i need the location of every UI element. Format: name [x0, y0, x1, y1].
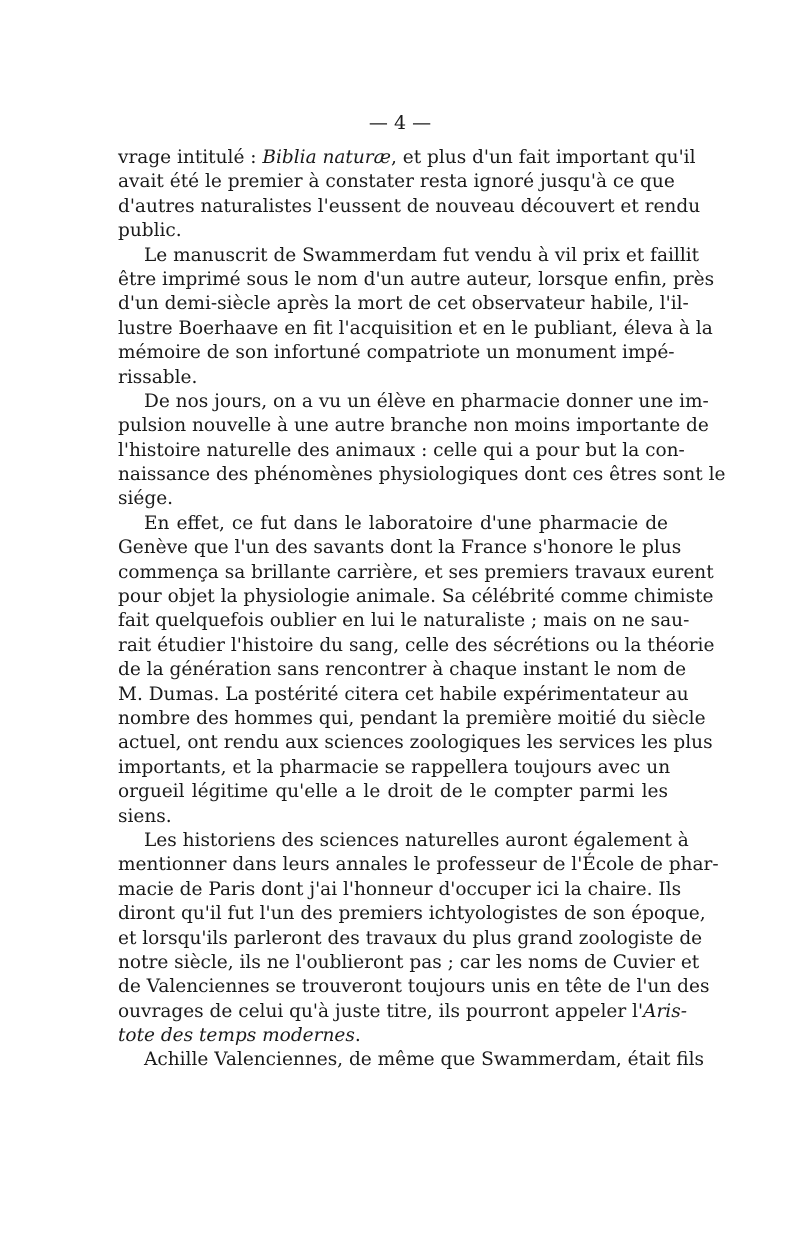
text-line [118, 951, 700, 975]
line-text: Le manuscrit de Swammerdam fut vendu à vil prix et faillit [144, 244, 700, 266]
text-line [118, 585, 714, 609]
line-text: fait quelquefois oublier en lui le naturaliste ; mais on ne sau- [118, 610, 690, 632]
line-text: M. Dumas. La postérité citera cet habile expérimentateur au [118, 683, 689, 705]
text-line [118, 292, 689, 316]
text-line [118, 853, 719, 877]
line-text: nombre des hommes qui, pendant la première moitié du siècle [118, 707, 706, 729]
text-line [118, 902, 706, 926]
line-text: siége. [118, 488, 174, 510]
text-line [118, 805, 668, 829]
line-text: Les historiens des sciences naturelles auront également à [144, 829, 689, 851]
text-line [118, 341, 675, 365]
text-line [118, 439, 685, 463]
line-text: mémoire de son infortuné compatriote un monument impé- [118, 342, 675, 364]
line-text: d'un demi-siècle après la mort de cet observateur habile, l'il- [118, 293, 689, 315]
line-text: public. [118, 220, 182, 242]
text-line [118, 195, 701, 219]
text-line [118, 780, 668, 804]
line-text: Genève que l'un des savants dont la France s'honore le plus [118, 537, 682, 559]
line-text: d'autres naturalistes l'eussent de nouveau découvert et rendu [118, 195, 701, 217]
text-line [118, 487, 668, 511]
line-text: siens. [118, 805, 172, 827]
line-text: naissance des phénomènes physiologiques dont ces êtres sont le [118, 464, 726, 486]
text-line [118, 561, 714, 585]
text-line [118, 414, 709, 438]
text-line [118, 756, 671, 780]
body-text [118, 146, 726, 1073]
text-line [118, 683, 689, 707]
line-text: avait été le premier à constater resta ignoré jusqu'à ce que [118, 171, 675, 193]
line-text: orgueil légitime qu'elle a le droit de le compter parmi les [118, 781, 668, 803]
line-text-after: , et plus d'un fait important qu'il [391, 147, 696, 168]
text-line [118, 878, 682, 902]
line-text: pour objet la physiologie animale. Sa célébrité comme chimiste [118, 586, 714, 608]
line-text: l'histoire naturelle des animaux : celle qui a pour but la con- [118, 439, 685, 461]
text-line [118, 829, 689, 853]
line-text: mentionner dans leurs annales le professeur de l'École de phar- [118, 854, 719, 876]
page-number: — 4 — [368, 112, 432, 134]
text-line [118, 219, 668, 243]
line-text: vrage intitulé : [118, 147, 263, 168]
line-text: rait étudier l'histoire du sang, celle des sécrétions ou la théorie [118, 634, 715, 656]
text-line [118, 731, 713, 755]
line-text: et lorsqu'ils parleront des travaux du plus grand zoologiste de [118, 927, 703, 949]
text-line [118, 609, 690, 633]
line-text: importants, et la pharmacie se rappellera toujours avec un [118, 756, 671, 778]
text-line [118, 390, 709, 414]
line-text: Achille Valenciennes, de même que Swammerdam, était fils [144, 1049, 705, 1071]
text-line [118, 463, 726, 487]
line-text: de Valenciennes se trouveront toujours unis en tête de l'un des [118, 976, 710, 998]
line-text: être imprimé sous le nom d'un autre auteur, lorsque enfin, près [118, 268, 715, 290]
line-text: lustre Boerhaave en fit l'acquisition et en le publiant, éleva à la [118, 317, 713, 339]
text-line [118, 244, 700, 268]
line-text: rissable. [118, 366, 198, 388]
line-text: actuel, ont rendu aux sciences zoologiques les services les plus [118, 732, 713, 754]
line-text: de la génération sans rencontrer à chaque instant le nom de [118, 659, 687, 681]
text-line [118, 658, 687, 682]
line-text-after: . [354, 1025, 361, 1047]
text-line [118, 317, 713, 341]
text-line [118, 975, 710, 999]
text-line [118, 707, 706, 731]
text-line [118, 1048, 705, 1072]
italic-text: Aris- [643, 1000, 687, 1022]
line-text: En effet, ce fut dans le laboratoire d'une pharmacie de [144, 512, 668, 534]
text-line [118, 146, 696, 170]
text-line [118, 634, 715, 658]
italic-text: tote des temps modernes [118, 1025, 355, 1047]
italic-text: Biblia naturæ [262, 147, 392, 168]
text-line [118, 1000, 687, 1024]
line-text: ouvrages de celui qu'à juste titre, ils pourront appeler l' [118, 1000, 644, 1022]
text-line [118, 366, 668, 390]
line-text: De nos jours, on a vu un élève en pharmacie donner une im- [144, 390, 709, 412]
line-text: macie de Paris dont j'ai l'honneur d'occuper ici la chaire. Ils [118, 878, 682, 900]
text-line [118, 927, 703, 951]
text-line [118, 170, 675, 194]
text-line [118, 1024, 668, 1048]
text-line [118, 268, 715, 292]
text-line [118, 536, 682, 560]
line-text: diront qu'il fut l'un des premiers ichtyologistes de son époque, [118, 903, 706, 925]
line-text: notre siècle, ils ne l'oublieront pas ; car les noms de Cuvier et [118, 951, 700, 973]
text-line [118, 512, 668, 536]
line-text: pulsion nouvelle à une autre branche non moins importante de [118, 415, 709, 437]
line-text: commença sa brillante carrière, et ses premiers travaux eurent [118, 561, 714, 583]
